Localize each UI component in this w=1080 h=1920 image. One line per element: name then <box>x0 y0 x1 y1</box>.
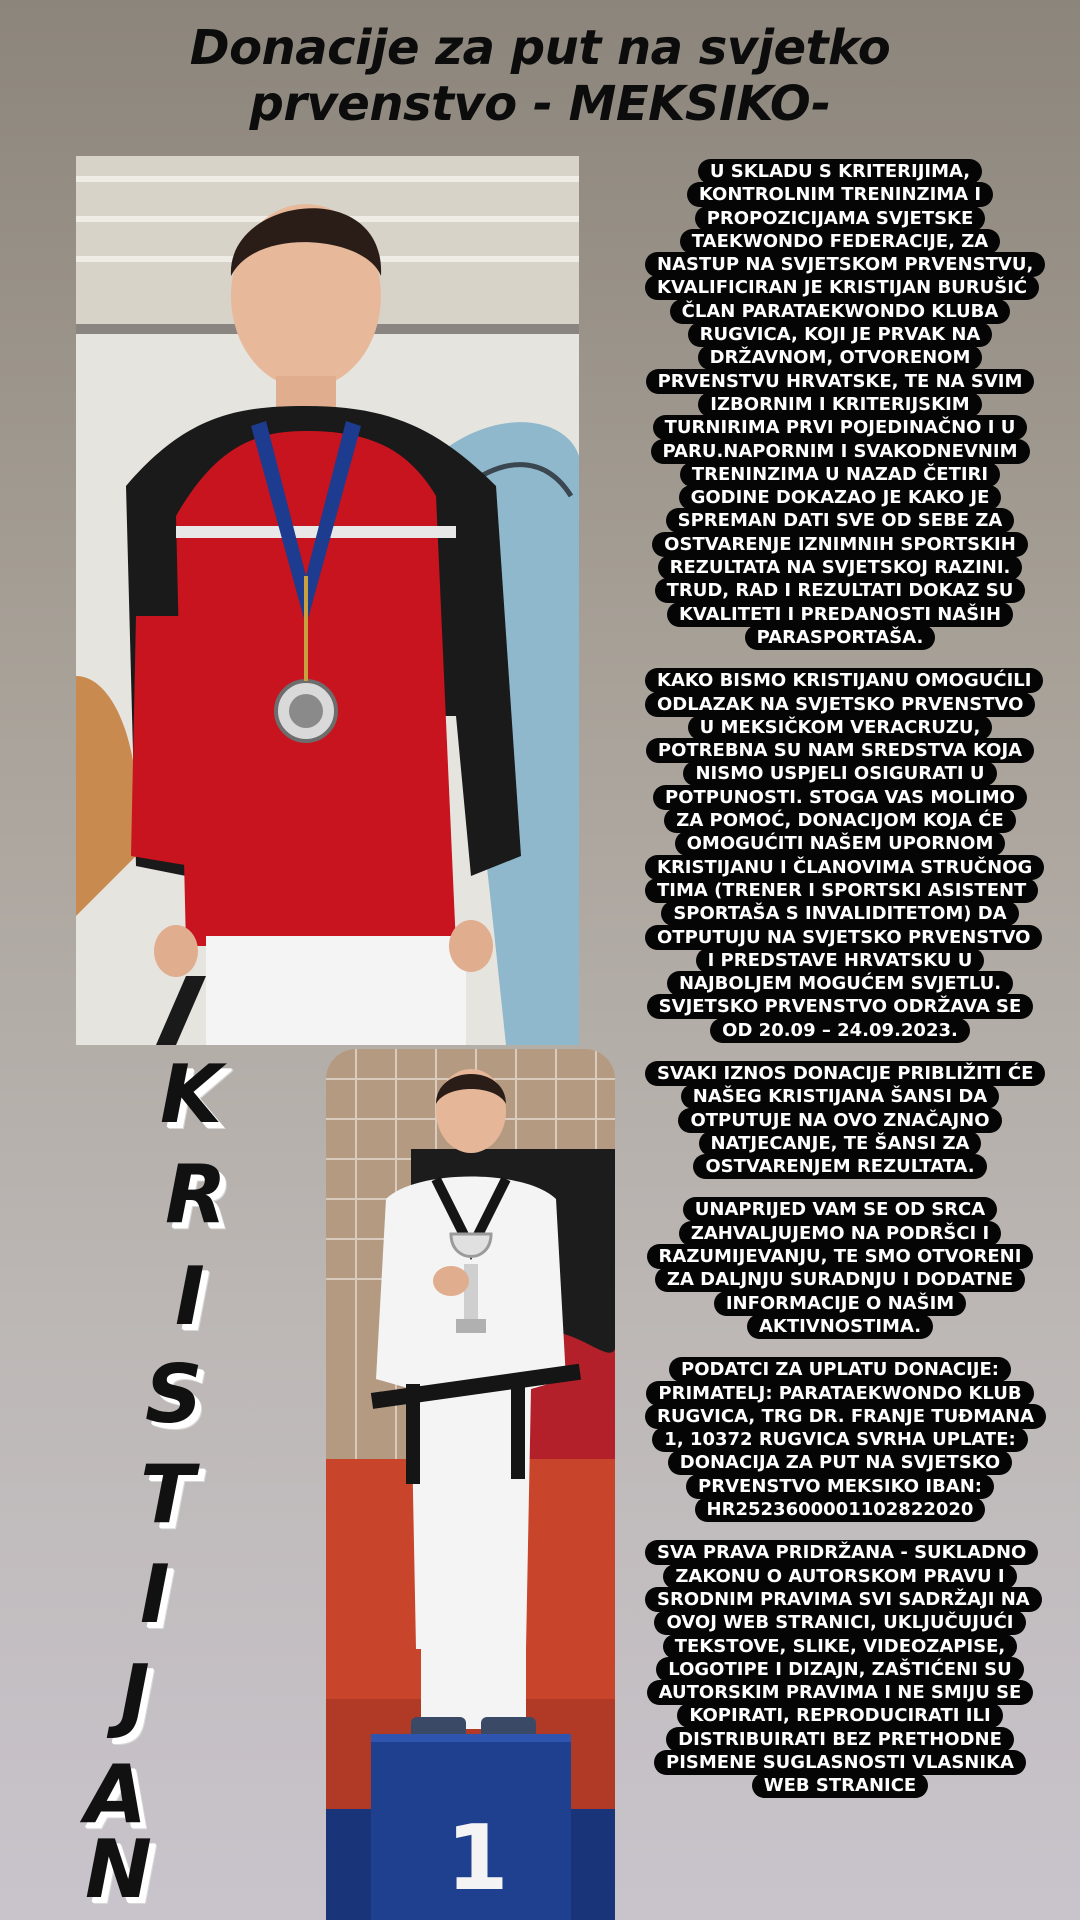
name-letter: J <box>120 1648 150 1741</box>
podium-number: 1 <box>446 1806 509 1911</box>
page-title <box>80 20 1000 132</box>
donation-text-column <box>645 160 1035 1818</box>
name-letter: I <box>140 1548 170 1641</box>
page-title-line-2: prvenstvo - MEKSIKO- <box>249 76 831 132</box>
athlete-podium-photo <box>326 1049 615 1920</box>
athlete-medal-photo <box>76 156 579 1045</box>
page-title-line-1: Donacije za put na svjetko <box>189 20 891 76</box>
name-letter: T <box>140 1448 195 1541</box>
athlete-podium-illustration <box>326 1049 615 1920</box>
paragraph-every-donation: SVAKI IZNOS DONACIJE PRIBLIŽITI ĆE NAŠEG KRISTIJANA ŠANSI DA OTPUTUJE NA OVO ZNAČAJNO NATJECANJE, TE ŠANSI ZA OSTVARENJEM REZULTATA. <box>645 1062 1035 1178</box>
paragraph-thanks: UNAPRIJED VAM SE OD SRCA ZAHVALJUJEMO NA PODRŠCI I RAZUMIJEVANJU, TE SMO OTVORENI ZA DALJNJU SURADNJU I DODATNE INFORMACIJE O NAŠIM AKTIVNOSTIMA. <box>645 1198 1035 1338</box>
name-letter: R <box>165 1148 227 1241</box>
name-letter: A <box>85 1748 147 1841</box>
paragraph-funding-request: KAKO BISMO KRISTIJANU OMOGUĆILI ODLAZAK NA SVJETSKO PRVENSTVO U MEKSIČKOM VERACRUZU, POTREBNA SU NAM SREDSTVA KOJA NISMO USPJELI OSIGURATI U POTPUNOSTI. STOGA VAS MOLIMO ZA POMOĆ, DONACIJOM KOJA ĆE OMOGUĆITI NAŠEM UPORNOM KRISTIJANU I ČLANOVIMA STRUČNOG TIMA (TRENER I SPORTSKI ASISTENT SPORTAŠA S INVALIDITETOM) DA OTPUTUJU NA SVJETSKO PRVENSTVO I PREDSTAVE HRVATSKU U NAJBOLJEM MOGUĆEM SVJETLU. SVJETSKO PRVENSTVO ODRŽAVA SE OD 20.09 – 24.09.2023. <box>645 669 1035 1042</box>
name-letter: I <box>175 1250 205 1343</box>
paragraph-payment-details: PODATCI ZA UPLATU DONACIJE: PRIMATELJ: PARATAEKWONDO KLUB RUGVICA, TRG DR. FRANJE TUĐMANA 1, 10372 RUGVICA SVRHA UPLATE: DONACIJA ZA PUT NA SVJETSKO PRVENSTVO MEKSIKO IBAN: HR2523600001102822020 <box>645 1358 1035 1521</box>
vertical-name <box>70 1048 300 1916</box>
paragraph-qualification: U SKLADU S KRITERIJIMA, KONTROLNIM TRENINZIMA I PROPOZICIJAMA SVJETSKE TAEKWONDO FEDERACIJE, ZA NASTUP NA SVJETSKOM PRVENSTVU, KVALIFICIRAN JE KRISTIJAN BURUŠIĆ ČLAN PARATAEKWONDO KLUBA RUGVICA, KOJI JE PRVAK NA DRŽAVNOM, OTVORENOM PRVENSTVU HRVATSKE, TE NA SVIM IZBORNIM I KRITERIJSKIM TURNIRIMA PRVI POJEDINAČNO I U PARU.NAPORNIM I SVAKODNEVNIM TRENINZIMA U NAZAD ČETIRI GODINE DOKAZAO JE KAKO JE SPREMAN DATI SVE OD SEBE ZA OSTVARENJE IZNIMNIH SPORTSKIH REZULTATA NA SVJETSKOJ RAZINI. TRUD, RAD I REZULTATI DOKAZ SU KVALITETI I PREDANOSTI NAŠIH PARASPORTAŠA. <box>645 160 1035 649</box>
name-letter: N <box>85 1823 152 1916</box>
athlete-medal-illustration <box>76 156 579 1045</box>
name-letter: S <box>145 1348 203 1441</box>
name-letter: K <box>160 1048 222 1141</box>
paragraph-copyright: SVA PRAVA PRIDRŽANA - SUKLADNO ZAKONU O AUTORSKOM PRAVU I SRODNIM PRAVIMA SVI SADRŽAJI NA OVOJ WEB STRANICI, UKLJUČUJUĆI TEKSTOVE, SLIKE, VIDEOZAPISE, LOGOTIPE I DIZAJN, ZAŠTIĆENI SU AUTORSKIM PRAVIMA I NE SMIJU SE KOPIRATI, REPRODUCIRATI ILI DISTRIBUIRATI BEZ PRETHODNE PISMENE SUGLASNOSTI VLASNIKA WEB STRANICE <box>645 1541 1035 1797</box>
